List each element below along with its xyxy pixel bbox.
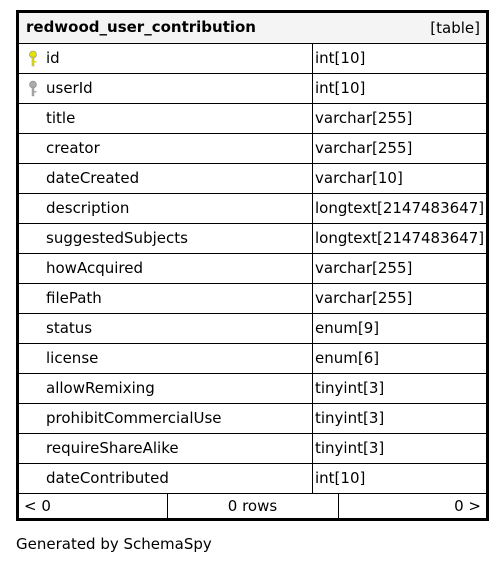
column-row — [19, 224, 486, 254]
column-name: dateCreated — [46, 169, 140, 187]
column-name: allowRemixing — [46, 379, 155, 397]
primary-key-icon — [28, 50, 40, 68]
table-kind: [table] — [430, 19, 480, 37]
column-name: howAcquired — [46, 259, 143, 277]
column-divider — [312, 314, 313, 343]
column-row — [19, 434, 486, 464]
column-type: varchar[255] — [315, 139, 413, 157]
column-name: suggestedSubjects — [46, 229, 188, 247]
column-divider — [312, 434, 313, 463]
footer-divider — [338, 494, 339, 518]
table-name: redwood_user_contribution — [26, 18, 256, 36]
column-divider — [312, 224, 313, 253]
column-row — [19, 134, 486, 164]
column-row — [19, 344, 486, 374]
table-node — [16, 10, 489, 521]
column-type: tinyint[3] — [315, 379, 385, 397]
column-row — [19, 284, 486, 314]
column-divider — [312, 284, 313, 313]
column-type: int[10] — [315, 49, 366, 67]
column-name: license — [46, 349, 99, 367]
column-row — [19, 164, 486, 194]
column-divider — [312, 164, 313, 193]
column-name: creator — [46, 139, 100, 157]
column-list — [19, 44, 486, 494]
column-name: description — [46, 199, 130, 217]
table-footer — [19, 494, 486, 518]
column-row — [19, 314, 486, 344]
column-name: id — [46, 49, 60, 67]
generated-by-text: Generated by SchemaSpy — [16, 535, 212, 553]
column-divider — [312, 404, 313, 433]
children-count: 0 > — [454, 497, 481, 515]
column-name: userId — [46, 79, 93, 97]
column-divider — [312, 194, 313, 223]
column-type: int[10] — [315, 469, 366, 487]
column-name: prohibitCommercialUse — [46, 409, 222, 427]
column-row — [19, 404, 486, 434]
column-divider — [312, 374, 313, 403]
column-row — [19, 44, 486, 74]
column-divider — [312, 74, 313, 103]
column-type: enum[9] — [315, 319, 380, 337]
column-type: int[10] — [315, 79, 366, 97]
column-row — [19, 104, 486, 134]
foreign-key-icon — [28, 80, 40, 98]
column-divider — [312, 104, 313, 133]
column-name: status — [46, 319, 93, 337]
table-header — [19, 13, 486, 44]
column-name: requireShareAlike — [46, 439, 179, 457]
column-row — [19, 374, 486, 404]
column-type: varchar[255] — [315, 259, 413, 277]
column-type: longtext[2147483647] — [315, 229, 485, 247]
column-row — [19, 194, 486, 224]
column-row — [19, 254, 486, 284]
column-divider — [312, 464, 313, 493]
column-name: filePath — [46, 289, 102, 307]
column-divider — [312, 44, 313, 73]
column-type: longtext[2147483647] — [315, 199, 485, 217]
column-type: varchar[10] — [315, 169, 403, 187]
column-row — [19, 464, 486, 494]
column-type: tinyint[3] — [315, 409, 385, 427]
column-name: title — [46, 109, 76, 127]
parents-count: < 0 — [24, 497, 51, 515]
row-count: 0 rows — [227, 497, 278, 515]
column-divider — [312, 254, 313, 283]
column-name: dateContributed — [46, 469, 169, 487]
column-type: varchar[255] — [315, 289, 413, 307]
column-type: tinyint[3] — [315, 439, 385, 457]
column-row — [19, 74, 486, 104]
column-divider — [312, 134, 313, 163]
column-type: varchar[255] — [315, 109, 413, 127]
column-type: enum[6] — [315, 349, 380, 367]
column-divider — [312, 344, 313, 373]
